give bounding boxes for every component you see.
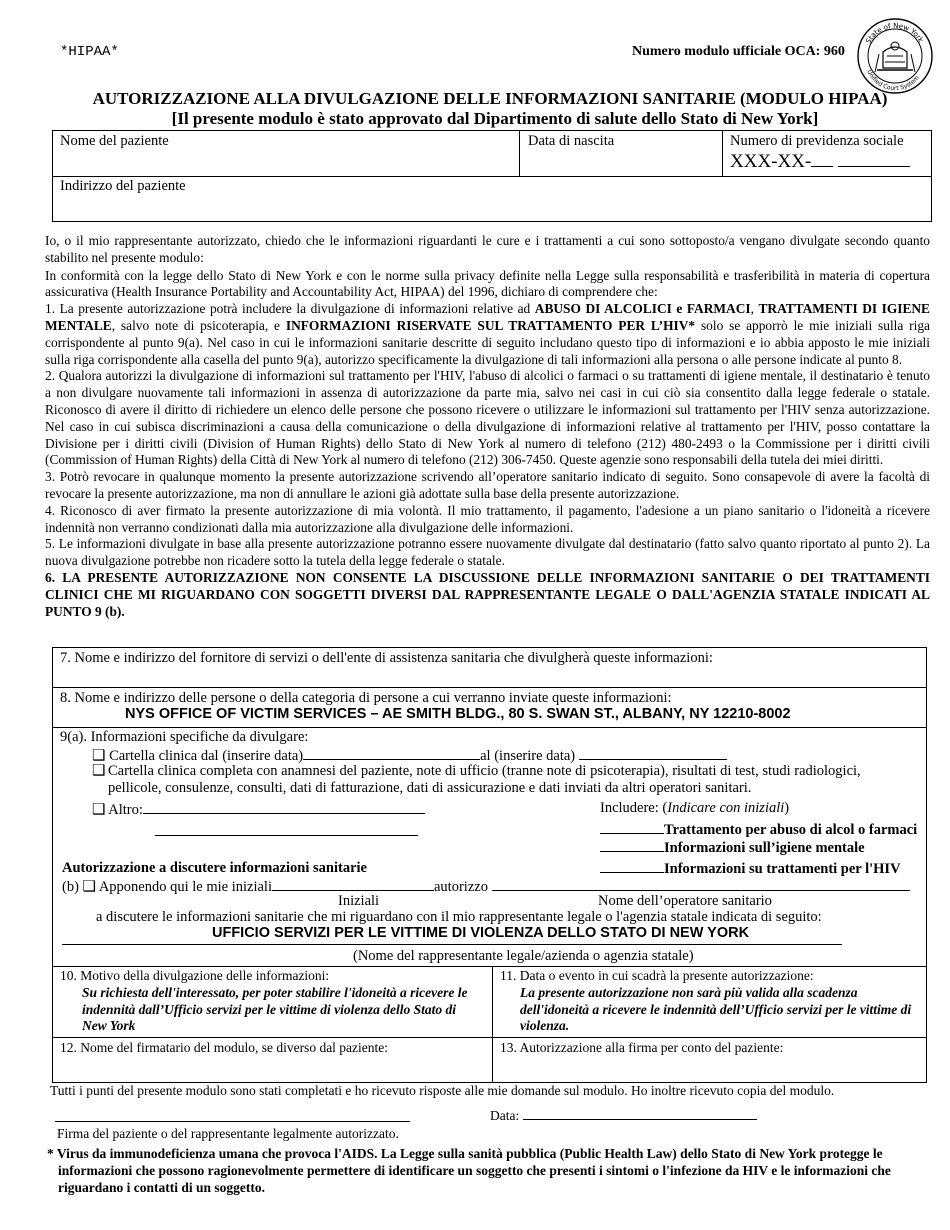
signature-field[interactable]: [55, 1121, 410, 1122]
form-number: Numero modulo ufficiale OCA: 960: [632, 44, 845, 59]
provider-name-caption: Nome dell’operatore sanitario: [598, 893, 772, 909]
authorize-text: autorizzo: [434, 879, 488, 895]
item-2: 2. Qualora autorizzi la divulgazione di informazioni sul trattamento per l'HIV, l'abuso di alcolici o farmaci o su trattamenti di igiene mentale, il destinatario è tenuto a non divulgare nuovamente tali informazioni in assenza di autorizzazione da parte mia, salvo nei casi in cui ciò sia consentito dalla legge federale o statale. Riconosco di avere il diritto di richiedere un elenco delle persone che possono ricevere o utilizzare le informazioni sul trattamento per l'HIV senza autorizzazione. Nel caso in cui subisca discriminazioni a causa della comunicazione o della divulgazione di informazioni relative al trattamento per l'HIV, posso contattare la Divisione per i diritti civili (Division of Human Rights) dello Stato di New York al numero di telefono (212) 480-2493 o la Commissione per i diritti civili (Commission of Human Rights) della Città di New York al numero di telefono (212) 306-7450. Queste agenzie sono responsabili della tutela dei miei diritti.: [45, 368, 930, 468]
opt-complete-record-label: Cartella clinica completa con anamnesi del paziente, note di ufficio (tranne note di psicoterapia), risultati di test, studi radiologici, pellicole, consulenze, consulti, dati di fatturazione, dati di assicurazione e dati inviati da altri operatori sanitari.: [108, 763, 861, 796]
checkbox-complete-record[interactable]: ❑: [92, 763, 106, 779]
opt-date-to-label: al (inserire data): [480, 748, 576, 764]
date-to-field[interactable]: [579, 747, 727, 760]
signature-caption: Firma del paziente o del rappresentante legalmente autorizzato.: [57, 1126, 399, 1141]
other-field[interactable]: [143, 801, 425, 814]
section-9b-prefix: (b): [62, 879, 79, 895]
patient-address-label: Indirizzo del paziente: [60, 178, 186, 194]
page-title: AUTORIZZAZIONE ALLA DIVULGAZIONE DELLE INFORMAZIONI SANITARIE (MODULO HIPAA): [92, 89, 888, 108]
expiry-label: 11. Data o evento in cui scadrà la presente autorizzazione:: [500, 968, 814, 983]
intro-paragraph-2: In conformità con la legge dello Stato di New York e con le norme sulla privacy definite nella Legge sulla responsabilità e trasferibilità in materia di copertura assicurativa (Health Insurance Portability and Accountability Act, HIPAA) del 1996, dichiaro di comprendere che:: [45, 267, 930, 300]
opt-other-label: Altro:: [108, 802, 143, 818]
dob-label: Data di nascita: [528, 133, 615, 149]
recipient-label: 8. Nome e indirizzo delle persone o della categoria di persone a cui verranno inviate queste informazioni:: [60, 690, 672, 706]
item-4: 4. Riconosco di aver firmato la presente autorizzazione di mia volontà. Il mio trattamento, il pagamento, l'adesione a un piano sanitario o l'idoneità a ricevere indennità non verranno condizionati dalla mia autorizzazione alla divulgazione delle informazioni.: [45, 502, 930, 535]
intro-paragraph-1: Io, o il mio rappresentante autorizzato, chiedo che le informazioni riguardanti le cure e i trattamenti a cui sono sottoposto/a vengano divulgate secondo quanto stabilito nel presente modulo:: [45, 233, 930, 265]
initials-text: Apponendo qui le mie iniziali: [98, 879, 272, 895]
include-alcohol-label: Trattamento per abuso di alcol o farmaci: [664, 822, 918, 838]
initials-caption: Iniziali: [338, 893, 380, 909]
opt-date-range-label: Cartella clinica dal (inserire data): [109, 748, 304, 764]
checkbox-date-range[interactable]: ❑: [92, 748, 106, 764]
reason-label: 10. Motivo della divulgazione delle informazioni:: [60, 968, 330, 983]
ssn-value: XXX-XX-: [730, 151, 812, 172]
date-from-field[interactable]: [303, 747, 480, 760]
provider-name-field[interactable]: [492, 878, 910, 891]
seal-text-top: State of New York: [864, 21, 925, 46]
discuss-auth-heading: Autorizzazione a discutere informazioni sanitarie: [62, 860, 367, 876]
ssn-label: Numero di previdenza sociale: [730, 133, 904, 149]
state-seal-logo: [855, 16, 935, 96]
checkbox-discuss[interactable]: ❑: [82, 879, 96, 895]
agency-value: UFFICIO SERVIZI PER LE VITTIME DI VIOLENZA DELLO STATO DI NEW YORK: [212, 925, 750, 941]
checkbox-other[interactable]: ❑: [92, 802, 106, 818]
initials-hiv-field[interactable]: [600, 860, 664, 873]
hipaa-tag: *HIPAA*: [60, 44, 119, 60]
provider-label: 7. Nome e indirizzo del fornitore di servizi o dell'ente di assistenza sanitaria che divulgherà queste informazioni:: [60, 650, 713, 666]
discuss-text: a discutere le informazioni sanitarie che mi riguardano con il mio rappresentante legale o l'agenzia statale indicata di seguito:: [96, 909, 822, 925]
other-field-line-2[interactable]: [155, 835, 418, 836]
item-5: 5. Le informazioni divulgate in base alla presente autorizzazione potranno essere nuovamente divulgate dal destinatario (fatto salvo quanto riportato al punto 2). La nuova divulgazione potrebbe non ricadere sotto la tutela della legge federale o statale.: [45, 536, 930, 569]
include-label: Includere: (Indicare con iniziali): [600, 800, 790, 816]
date-label: Data:: [490, 1108, 520, 1123]
completion-statement: Tutti i punti del presente modulo sono stati completati e ho ricevuto risposte alle mie domande sul modulo. Ho inoltre ricevuto copia del modulo.: [50, 1083, 835, 1098]
item-1: 1. La presente autorizzazione potrà includere la divulgazione di informazioni relative ad ABUSO DI ALCOLICI e FARMACI, TRATTAMENTI DI IGIENE MENTALE, salvo note di psicoterapia, e INFORMAZIONI RISERVATE SUL TRATTAMENTO PER L’HIV* solo se apporrò le mie iniziali sulla riga corrispondente al punto 9(a). Nel caso in cui le informazioni sanitarie descritte di seguito includano questo tipo di informazioni e io abbia apposto le mie iniziali sulla riga corrispondente alla casella del punto 9(a), autorizzo specificamente la divulgazione di tali informazioni alla persona o alle persone indicate al punto 8.: [45, 301, 931, 367]
date-field[interactable]: [523, 1107, 757, 1120]
item-6: 6. LA PRESENTE AUTORIZZAZIONE NON CONSENTE LA DISCUSSIONE DELLE INFORMAZIONI SANITARIE O DEI TRATTAMENTI CLINICI CHE MI RIGUARDANO CON SOGGETTI DIVERSI DAL RAPPRESENTANTE LEGALE O DALL'AGENZIA STATALE INDICATI AL PUNTO 9 (b).: [45, 569, 930, 619]
include-hiv-label: Informazioni su trattamenti per l'HIV: [664, 861, 901, 877]
agency-caption: (Nome del rappresentante legale/azienda o agenzia statale): [353, 948, 694, 964]
signature-authority-label: 13. Autorizzazione alla firma per conto del paziente:: [500, 1040, 784, 1055]
initials-field[interactable]: [272, 878, 434, 891]
expiry-value: La presente autorizzazione non sarà più valida alla scadenza dell'idoneità a ricevere le indennità dell’Ufficio servizi per le vittime di violenza.: [520, 985, 912, 1033]
item-3: 3. Potrò revocare in qualunque momento la presente autorizzazione scrivendo all’operatore sanitario indicato di seguito. Sono consapevole di avere la facoltà di revocare la presente autorizzazione, ma non di annullare le azioni già adottate sulla base della presente autorizzazione.: [45, 469, 930, 501]
seal-text-bottom: Unified Court System: [865, 68, 921, 93]
specific-info-heading: 9(a). Informazioni specifiche da divulgare:: [60, 729, 309, 745]
recipient-value: NYS OFFICE OF VICTIM SERVICES – AE SMITH BLDG., 80 S. SWAN ST., ALBANY, NY 12210-8002: [125, 706, 791, 722]
initials-alcohol-field[interactable]: [600, 821, 664, 834]
reason-value: Su richiesta dell'interessato, per poter stabilire l'idoneità a ricevere le indennità dall’Ufficio servizi per le vittime di violenza dello Stato di New York: [82, 985, 468, 1033]
initials-mental-health-field[interactable]: [600, 839, 664, 852]
hiv-footnote: * Virus da immunodeficienza umana che provoca l'AIDS. La Legge sulla sanità pubblica (Public Health Law) dello Stato di New York protegge le informazioni che possono ragionevolmente permettere di identificare un soggetto che presenti i sintomi o l'infezione da HIV e le informazioni che riguardano i contatti di un soggetto.: [47, 1146, 891, 1195]
include-mental-health-label: Informazioni sull’igiene mentale: [664, 840, 865, 856]
page-subtitle: [Il presente modulo è stato approvato dal Dipartimento di salute dello Stato di New York]: [171, 109, 819, 128]
signer-name-label: 12. Nome del firmatario del modulo, se diverso dal paziente:: [60, 1040, 389, 1055]
patient-name-label: Nome del paziente: [60, 133, 169, 149]
